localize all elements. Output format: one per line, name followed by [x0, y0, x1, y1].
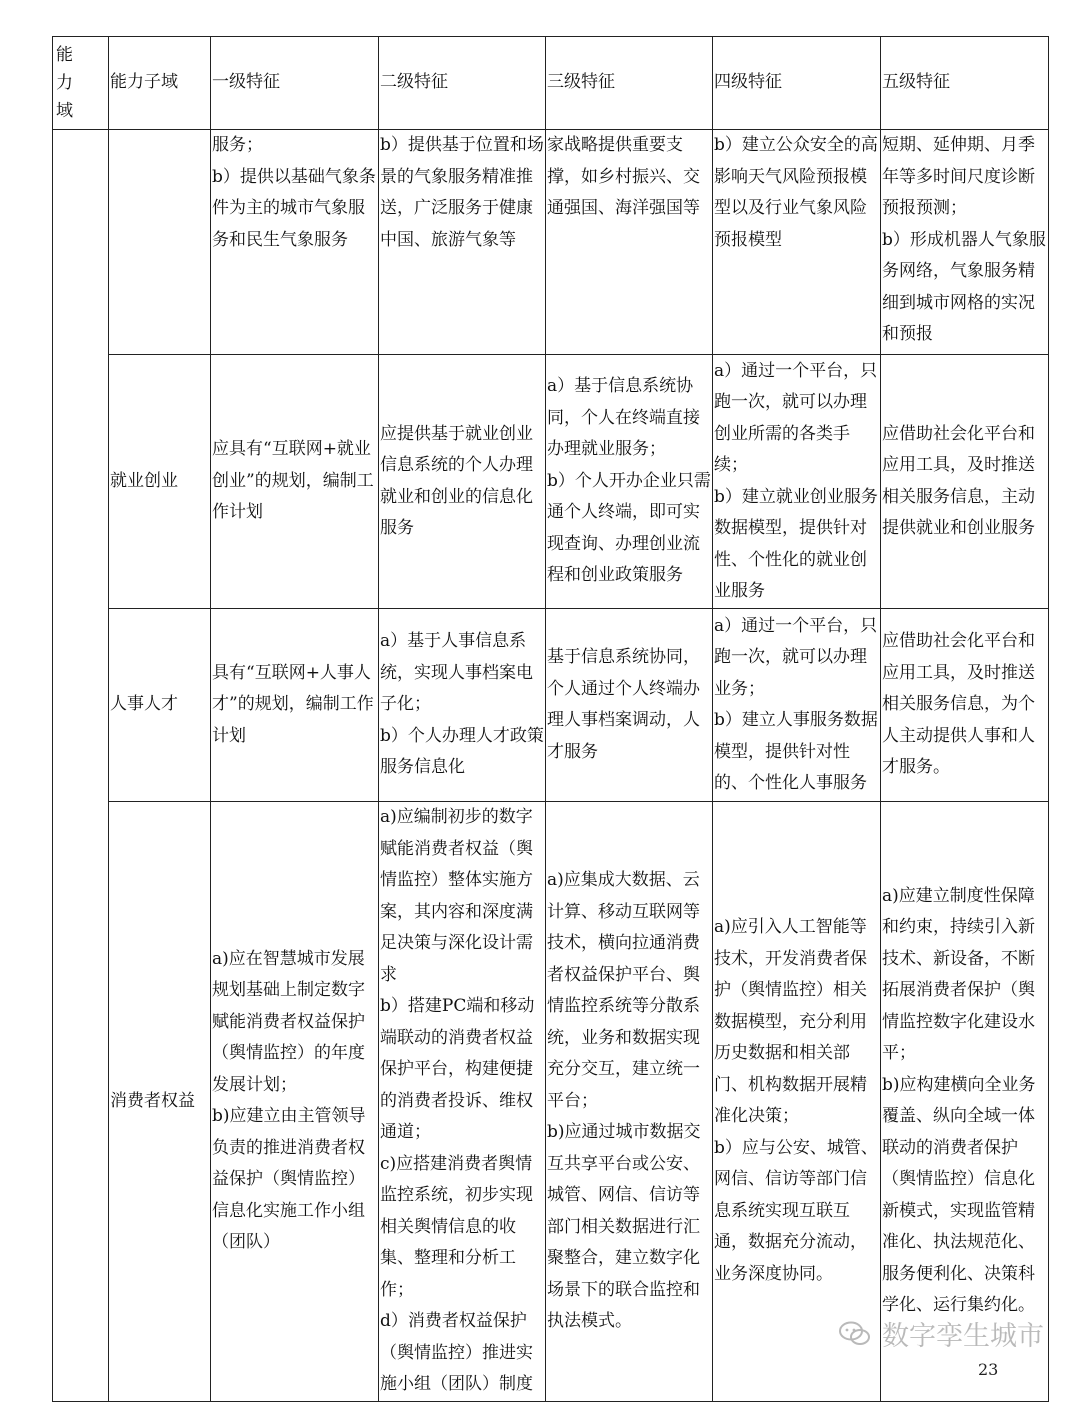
level1-cell: a)应在智慧城市发展规划基础上制定数字赋能消费者权益保护（舆情监控）的年度发展计划； b)应建立由主管领导负责的推进消费者权益保护（舆情监控）信息化实施工作小组（团队） [211, 802, 379, 1402]
header-level5: 五级特征 [881, 37, 1049, 130]
watermark-text: 数字孪生城市 [882, 1321, 1044, 1352]
level3-cell: a）基于信息系统协同，个人在终端直接办理就业服务； b）个人开办企业只需通个人终端，即可实现查询、办理创业流程和创业政策服务 [546, 355, 713, 609]
wechat-icon [838, 1320, 872, 1348]
level4-cell: a）通过一个平台，只跑一次，就可以办理创业所需的各类手续； b）建立就业创业服务数据模型，提供针对性、个性化的就业创业服务 [713, 355, 881, 609]
level3-cell: 家战略提供重要支撑，如乡村振兴、交通强国、海洋强国等 [546, 130, 713, 355]
level4-cell: b）建立公众安全的高影响天气风险预报模型以及行业气象风险预报模型 [713, 130, 881, 355]
subdomain-cell [109, 130, 211, 355]
level2-cell: 应提供基于就业创业信息系统的个人办理就业和创业的信息化服务 [379, 355, 546, 609]
subdomain-cell: 人事人才 [109, 609, 211, 802]
level5-cell: 应借助社会化平台和应用工具，及时推送相关服务信息，主动提供就业和创业服务 [881, 355, 1049, 609]
table-row [53, 802, 1049, 1402]
table-row [53, 609, 1049, 802]
level5-cell: 应借助社会化平台和应用工具，及时推送相关服务信息，为个人主动提供人事和人才服务。 [881, 609, 1049, 802]
capability-table [52, 36, 1049, 1402]
level1-cell: 服务； b）提供以基础气象条件为主的城市气象服务和民生气象服务 [211, 130, 379, 355]
level2-cell: b）提供基于位置和场景的气象服务精准推送，广泛服务于健康中国、旅游气象等 [379, 130, 546, 355]
table-row [53, 355, 1049, 609]
level3-cell: a)应集成大数据、云计算、移动互联网等技术，横向拉通消费者权益保护平台、舆情监控系统等分散系统，业务和数据实现充分交互，建立统一平台； b)应通过城市数据交互共享平台或公安、城管、网信、信访等部门相关数据进行汇聚整合，建立数字化场景下的联合监控和执法模式。 [546, 802, 713, 1402]
domain-cell [53, 130, 109, 1402]
header-level4: 四级特征 [713, 37, 881, 130]
level2-cell: a）基于人事信息系统，实现人事档案电子化； b）个人办理人才政策服务信息化 [379, 609, 546, 802]
page-number: 23 [978, 1360, 999, 1379]
table-header-row [53, 37, 1049, 130]
level4-cell: a）通过一个平台，只跑一次，就可以办理业务； b）建立人事服务数据模型，提供针对性的、个性化人事服务 [713, 609, 881, 802]
table-row [53, 130, 1049, 355]
level3-cell: 基于信息系统协同，个人通过个人终端办理人事档案调动，人才服务 [546, 609, 713, 802]
header-level2: 二级特征 [379, 37, 546, 130]
level4-cell: a)应引入人工智能等技术，开发消费者保护（舆情监控）相关数据模型，充分利用历史数据和相关部门、机构数据开展精准化决策； b）应与公安、城管、网信、信访等部门信息系统实现互联互通，数据充分流动，业务深度协同。 [713, 802, 881, 1402]
level1-cell: 应具有“互联网+就业创业”的规划，编制工作计划 [211, 355, 379, 609]
level2-cell: a)应编制初步的数字赋能消费者权益（舆情监控）整体实施方案，其内容和深度满足决策与深化设计需求 b）搭建PC端和移动端联动的消费者权益保护平台，构建便捷的消费者投诉、维权通道； c)应搭建消费者舆情监控系统，初步实现相关舆情信息的收集、整理和分析工作； d）消费者权益保护（舆情监控）推进实施小组（团队）制度 [379, 802, 546, 1402]
level5-cell: a)应建立制度性保障和约束，持续引入新技术、新设备，不断拓展消费者保护（舆情监控数字化建设水平； b)应构建横向全业务覆盖、纵向全域一体联动的消费者保护（舆情监控）信息化新模式，实现监管精准化、执法规范化、服务便利化、决策科学化、运行集约化。 [881, 802, 1049, 1402]
watermark [838, 1314, 1044, 1353]
level1-cell: 具有“互联网+人事人才”的规划，编制工作计划 [211, 609, 379, 802]
subdomain-cell: 消费者权益 [109, 802, 211, 1402]
header-level3: 三级特征 [546, 37, 713, 130]
header-level1: 一级特征 [211, 37, 379, 130]
subdomain-cell: 就业创业 [109, 355, 211, 609]
header-subdomain: 能力子域 [109, 37, 211, 130]
header-domain: 能力域 [53, 37, 109, 130]
level5-cell: 短期、延伸期、月季年等多时间尺度诊断预报预测； b）形成机器人气象服务网络，气象服务精细到城市网格的实况和预报 [881, 130, 1049, 355]
